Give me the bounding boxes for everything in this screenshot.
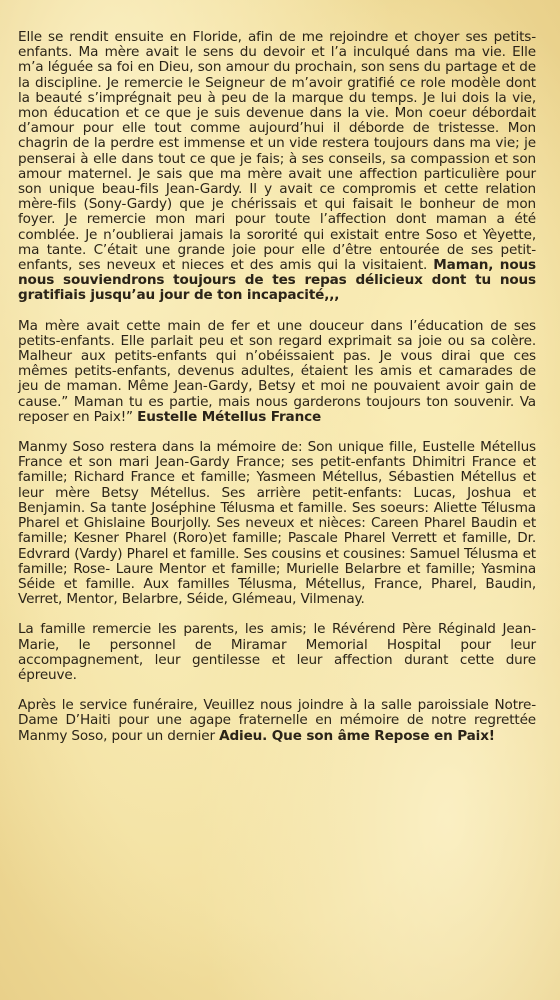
paragraph-tribute — [18, 30, 536, 304]
paragraph-invitation — [18, 698, 536, 744]
paragraph-text: Manmy Soso restera dans la mémoire de: Son unique fille, Eustelle Métellus France et son mari Jean-Gardy France; ses petit-enfants Dhimitri France et famille; Richard France et famille; Yasmeen Métellus, Sébastien Métellus et leur mère Betsy Métellus. Ses arrière petit-enfants: Lucas, Joshua et Benjamin. Sa tante Joséphine Télusma et famille. Ses soeurs: Aliette Télusma Pharel et Ghislaine Bourjolly. Ses neveux et nièces: Careen Pharel Baudin et famille; Kesner Pharel (Roro)et famille; Pascale Pharel Verrett et famille, Dr. Edvrard (Vardy) Pharel et famille. Ses cousins et cousines: Samuel Télusma et famille; Rose- Laure Mentor et famille; Murielle Belarbre et famille; Yasmina Séide et famille. Aux familles Télusma, Métellus, France, Pharel, Baudin, Verret, Mentor, Belarbre, Séide, Glémeau, Vilmenay. — [18, 439, 536, 608]
paragraph-bold-text: Adieu. Que son âme Repose en Paix! — [219, 727, 495, 744]
paragraph-thanks — [18, 622, 536, 683]
paragraph-text: Elle se rendit ensuite en Floride, afin de me rejoindre et choyer ses petits-enfants. Ma mère avait le sens du devoir et l’a inculqué dans ma vie. Elle m’a léguée sa foi en Dieu, son amour du prochain, son sens du partage et de la discipline. Je remercie le Seigneur de m’avoir gratifié ce role modèle dont la beauté s’imprégnait peu à peu de la marque du temps. Je lui dois la vie, mon éducation et ce que je suis devenue dans la vie. Mon coeur débordait d’amour pour elle tout comme aujourd’hui il déborde de tristesse. Mon chagrin de la perdre est immense et un vide restera toujours dans ma vie; je penserai à elle dans tout ce que je fais; à ses conseils, sa compassion et son amour maternel. Je sais que ma mère avait une affection particulière pour son unique beau-fils Jean-Gardy. Il y avait ce compromis et cette relation mère-fils (Sony-Gardy) que je chérissais et qui faisait le bonheur de mon foyer. Je remercie mon mari pour toute l’affection dont maman a été comblée. Je n’oublierai jamais la sororité qui existait entre Soso et Yèyette, ma tante. C’était une grande joie pour elle d’être entourée de ses petit-enfants, ses neveux et nieces et des amis qui la visitaient. — [18, 29, 536, 274]
signature-name: Eustelle Métellus France — [137, 408, 322, 425]
paragraph-education — [18, 319, 536, 425]
paragraph-text: La famille remercie les parents, les amis; le Révérend Père Réginald Jean-Marie, le personnel de Miramar Memorial Hospital pour leur accompagnement, leur gentilesse et leur affection durant cette dure épreuve. — [18, 621, 536, 683]
paragraph-text: Après le service funéraire, Veuillez nous joindre à la salle paroissiale Notre-Dame D’Haiti pour une agape fraternelle en mémoire de notre regrettée Manmy Soso, pour un dernier — [18, 697, 536, 744]
paragraph-text: Ma mère avait cette main de fer et une douceur dans l’éducation de ses petits-enfants. Elle parlait peu et son regard exprimait sa joie ou sa colère. Malheur aux petits-enfants qui n’obéissaient pas. Je vous dirai que ces mêmes petits-enfants, devenus adultes, étaient les amis et camarades de jeu de maman. Même Jean-Gardy, Betsy et moi ne pouvaient avoir gain de cause.” Maman tu es partie, mais nous garderons toujours ton souvenir. Va reposer en Paix!” — [18, 317, 536, 425]
document-body — [18, 30, 536, 759]
paragraph-bold-text: Maman, nous nous souviendrons toujours de tes repas délicieux dont tu nous gratifiais jusqu’au jour de ton incapacité,,, — [18, 257, 536, 304]
paragraph-survivors — [18, 440, 536, 607]
